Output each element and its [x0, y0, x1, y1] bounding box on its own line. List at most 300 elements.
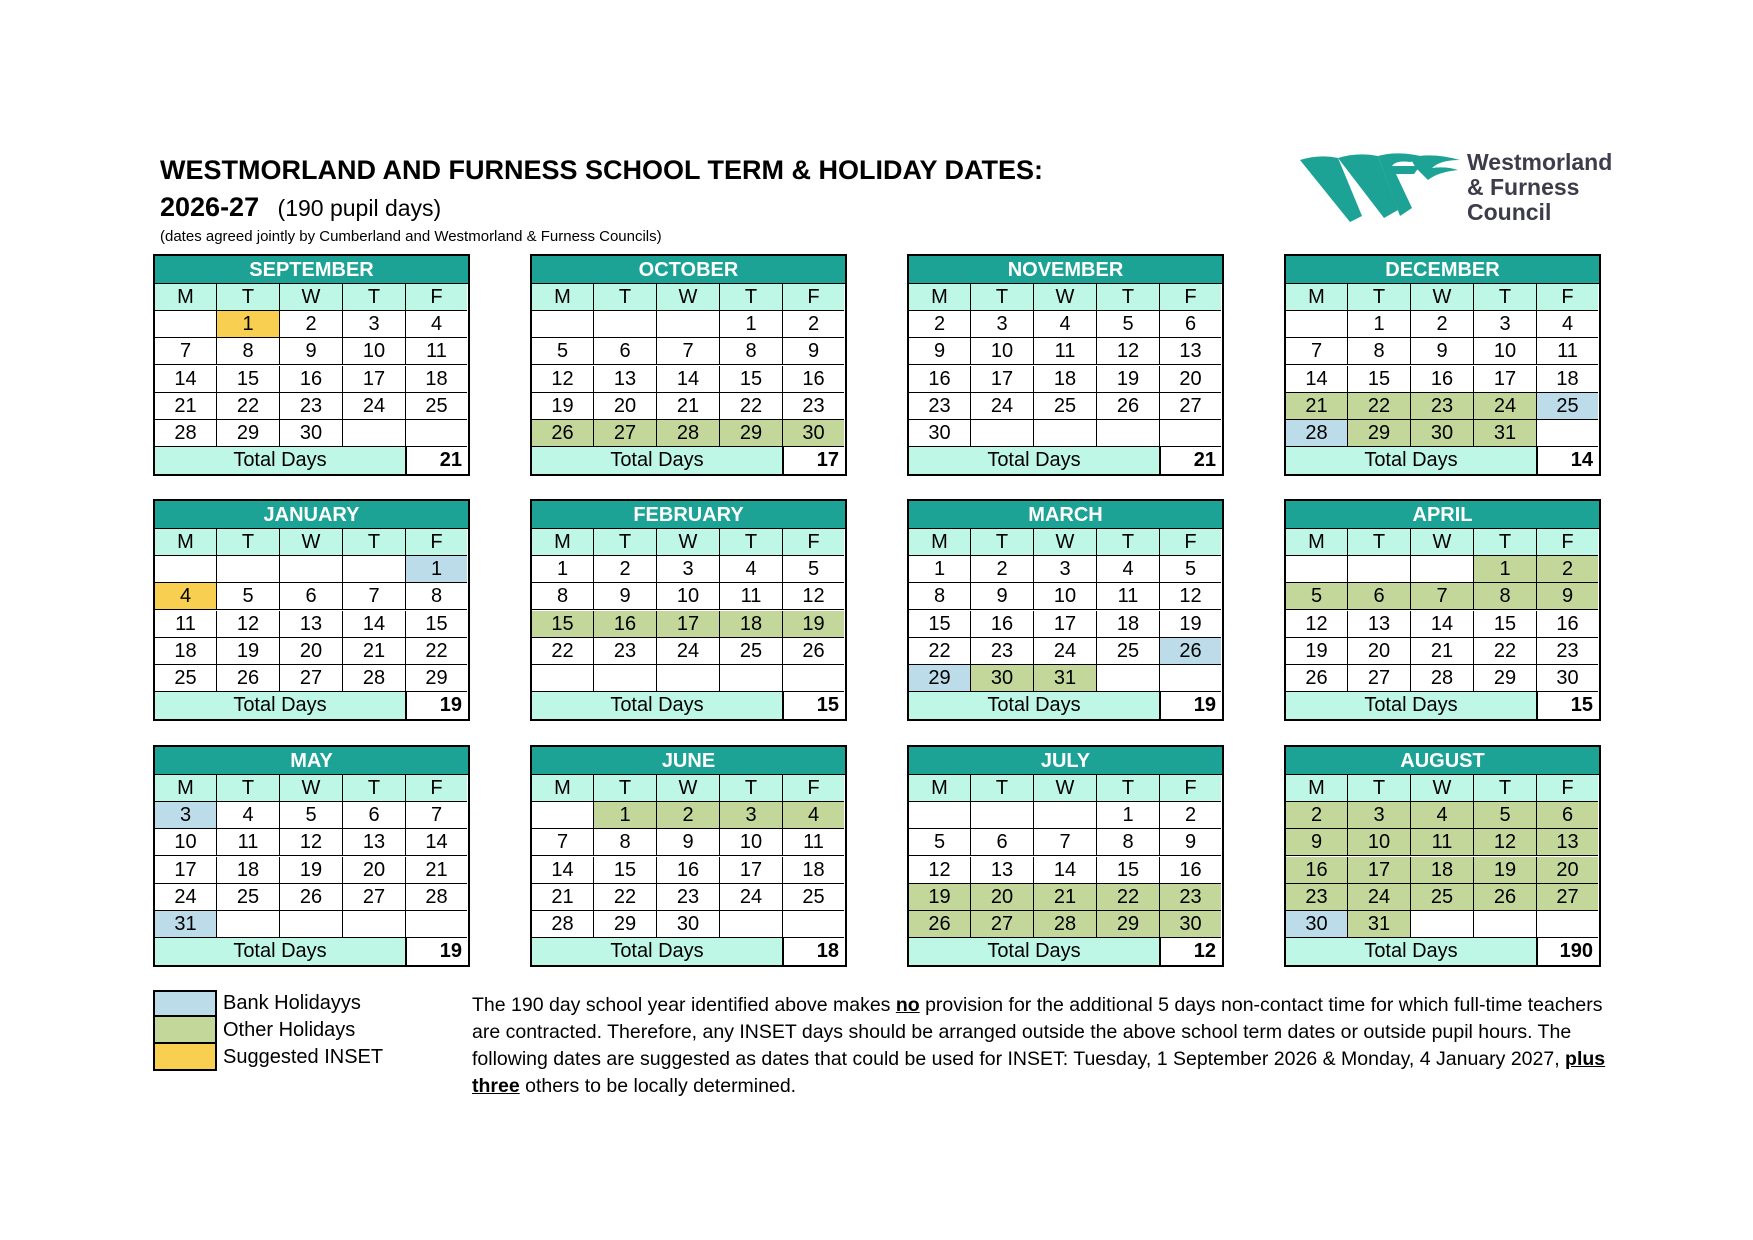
weekday-header: W — [280, 284, 343, 311]
day-cell-bank: 29 — [909, 665, 971, 692]
day-cell: 11 — [1097, 583, 1160, 610]
weekday-header: T — [720, 529, 783, 556]
day-cell: 22 — [217, 393, 280, 420]
day-cell: 15 — [217, 366, 280, 393]
day-cell: 27 — [1348, 665, 1411, 692]
day-cell: 16 — [1537, 611, 1598, 638]
total-days-value: 12 — [1161, 938, 1222, 965]
day-cell: 20 — [343, 857, 406, 884]
day-cell: 27 — [343, 884, 406, 911]
day-cell: 6 — [971, 829, 1034, 856]
day-cell-other: 3 — [720, 802, 783, 829]
day-cell-other: 27 — [971, 911, 1034, 938]
day-cell: 13 — [343, 829, 406, 856]
subtitle-row — [160, 192, 441, 223]
day-cell: 14 — [155, 366, 217, 393]
weekday-header: T — [720, 775, 783, 802]
day-cell: 8 — [1097, 829, 1160, 856]
day-cell-inset: 4 — [155, 583, 217, 610]
empty-day-cell — [532, 802, 594, 829]
day-cell: 24 — [720, 884, 783, 911]
agreement-note: (dates agreed jointly by Cumberland and Westmorland & Furness Councils) — [160, 228, 662, 245]
day-cell-other: 3 — [1348, 802, 1411, 829]
day-cell: 27 — [280, 665, 343, 692]
weekday-header: M — [155, 529, 217, 556]
school-year: 2026-27 — [160, 192, 260, 222]
day-cell-other: 11 — [1411, 829, 1474, 856]
empty-day-cell — [1160, 665, 1221, 692]
total-days-value: 18 — [784, 938, 845, 965]
day-cell: 24 — [1034, 638, 1097, 665]
day-cell: 7 — [532, 829, 594, 856]
day-cell-other: 20 — [1537, 857, 1598, 884]
weekday-header: T — [971, 284, 1034, 311]
page-title: WESTMORLAND AND FURNESS SCHOOL TERM & HOLIDAY DATES: — [160, 155, 1044, 185]
total-days-value: 14 — [1538, 447, 1599, 474]
day-cell-other: 29 — [720, 420, 783, 447]
day-cell: 7 — [657, 338, 720, 365]
day-cell: 7 — [343, 583, 406, 610]
total-days-label: Total Days — [155, 938, 407, 965]
day-cell: 30 — [280, 420, 343, 447]
day-cell: 10 — [1034, 583, 1097, 610]
weekday-header: M — [1286, 775, 1348, 802]
day-cell: 4 — [1034, 311, 1097, 338]
day-cell: 16 — [1411, 366, 1474, 393]
day-cell-other: 28 — [1034, 911, 1097, 938]
day-cell: 26 — [217, 665, 280, 692]
weekday-header: T — [1348, 529, 1411, 556]
empty-day-cell — [971, 420, 1034, 447]
day-cell: 25 — [783, 884, 844, 911]
day-cell: 19 — [217, 638, 280, 665]
day-cell-bank: 28 — [1286, 420, 1348, 447]
total-days-value: 19 — [407, 692, 468, 719]
council-name-line-3: Council — [1467, 199, 1552, 225]
day-cell-inset: 1 — [217, 311, 280, 338]
empty-day-cell — [1097, 665, 1160, 692]
weekday-header: W — [1034, 284, 1097, 311]
day-cell: 22 — [909, 638, 971, 665]
empty-day-cell — [657, 311, 720, 338]
day-cell: 20 — [594, 393, 657, 420]
day-cell-other: 30 — [783, 420, 844, 447]
day-cell-bank: 25 — [1537, 393, 1598, 420]
total-days-label: Total Days — [1286, 447, 1538, 474]
day-cell-other: 31 — [1474, 420, 1537, 447]
day-cell: 14 — [1411, 611, 1474, 638]
day-cell-other: 29 — [1097, 911, 1160, 938]
day-cell-other: 21 — [1034, 884, 1097, 911]
weekday-header: T — [343, 775, 406, 802]
empty-day-cell — [783, 911, 844, 938]
total-days-value: 15 — [784, 692, 845, 719]
day-cell: 28 — [532, 911, 594, 938]
day-cell: 13 — [971, 857, 1034, 884]
weekday-header: F — [1537, 775, 1598, 802]
info-text-3: others to be locally determined. — [519, 1075, 797, 1097]
day-cell: 29 — [594, 911, 657, 938]
weekday-header: T — [1474, 775, 1537, 802]
day-cell: 17 — [971, 366, 1034, 393]
total-days-label: Total Days — [909, 692, 1161, 719]
day-cell: 1 — [532, 556, 594, 583]
legend-label: Bank Holidayys — [223, 992, 361, 1014]
day-cell: 3 — [1474, 311, 1537, 338]
day-cell: 10 — [971, 338, 1034, 365]
total-days-label: Total Days — [909, 447, 1161, 474]
day-cell-other: 23 — [1411, 393, 1474, 420]
day-cell: 16 — [280, 366, 343, 393]
weekday-header: M — [909, 529, 971, 556]
total-days-value: 21 — [1161, 447, 1222, 474]
day-cell: 13 — [1160, 338, 1221, 365]
day-cell: 14 — [1034, 857, 1097, 884]
day-cell: 6 — [1160, 311, 1221, 338]
empty-day-cell — [1034, 420, 1097, 447]
day-cell: 10 — [343, 338, 406, 365]
day-cell-other: 24 — [1474, 393, 1537, 420]
weekday-header: F — [1160, 529, 1221, 556]
weekday-header: T — [971, 529, 1034, 556]
day-cell: 24 — [971, 393, 1034, 420]
day-cell: 13 — [594, 366, 657, 393]
day-cell: 8 — [406, 583, 467, 610]
day-cell-other: 26 — [1474, 884, 1537, 911]
weekday-header: W — [1034, 529, 1097, 556]
day-cell-other: 13 — [1537, 829, 1598, 856]
total-days-label: Total Days — [155, 447, 407, 474]
month-name: JANUARY — [155, 501, 468, 529]
day-cell: 14 — [406, 829, 467, 856]
day-cell: 28 — [406, 884, 467, 911]
day-cell: 12 — [280, 829, 343, 856]
day-cell: 3 — [1034, 556, 1097, 583]
day-cell: 9 — [1411, 338, 1474, 365]
month-may — [153, 745, 470, 967]
day-cell: 14 — [1286, 366, 1348, 393]
day-cell: 4 — [720, 556, 783, 583]
day-cell: 25 — [720, 638, 783, 665]
day-cell: 18 — [155, 638, 217, 665]
weekday-header: W — [657, 284, 720, 311]
day-cell: 15 — [1348, 366, 1411, 393]
weekday-header: F — [406, 529, 467, 556]
weekday-header: T — [1474, 529, 1537, 556]
day-cell-other: 12 — [1474, 829, 1537, 856]
day-cell: 17 — [1474, 366, 1537, 393]
total-days-value: 190 — [1538, 938, 1599, 965]
weekday-header: M — [1286, 529, 1348, 556]
day-cell-other: 30 — [1160, 911, 1221, 938]
day-cell: 22 — [406, 638, 467, 665]
day-cell: 4 — [406, 311, 467, 338]
total-days-label: Total Days — [532, 447, 784, 474]
pupil-days: (190 pupil days) — [277, 195, 442, 221]
day-cell-other: 19 — [1474, 857, 1537, 884]
day-cell: 9 — [657, 829, 720, 856]
day-cell: 19 — [532, 393, 594, 420]
day-cell: 2 — [280, 311, 343, 338]
day-cell: 29 — [406, 665, 467, 692]
day-cell: 25 — [217, 884, 280, 911]
day-cell-other: 18 — [720, 611, 783, 638]
day-cell: 16 — [657, 857, 720, 884]
day-cell: 15 — [594, 857, 657, 884]
day-cell: 28 — [343, 665, 406, 692]
empty-day-cell — [657, 665, 720, 692]
day-cell: 25 — [155, 665, 217, 692]
empty-day-cell — [971, 802, 1034, 829]
day-cell: 17 — [343, 366, 406, 393]
day-cell: 25 — [1097, 638, 1160, 665]
total-days-label: Total Days — [532, 692, 784, 719]
day-cell: 23 — [971, 638, 1034, 665]
total-days-label: Total Days — [532, 938, 784, 965]
total-days-label: Total Days — [155, 692, 407, 719]
day-cell: 26 — [280, 884, 343, 911]
day-cell: 26 — [1286, 665, 1348, 692]
day-cell: 8 — [909, 583, 971, 610]
day-cell: 20 — [1348, 638, 1411, 665]
day-cell: 4 — [1097, 556, 1160, 583]
weekday-header: F — [406, 284, 467, 311]
weekday-header: W — [280, 529, 343, 556]
weekday-header: W — [1411, 284, 1474, 311]
weekday-header: T — [217, 529, 280, 556]
weekday-header: T — [1097, 284, 1160, 311]
weekday-header: W — [657, 775, 720, 802]
day-cell-other: 6 — [1348, 583, 1411, 610]
day-cell-bank: 26 — [1160, 638, 1221, 665]
month-name: SEPTEMBER — [155, 256, 468, 284]
total-days-value: 21 — [407, 447, 468, 474]
day-cell: 6 — [280, 583, 343, 610]
day-cell-bank: 3 — [155, 802, 217, 829]
day-cell: 23 — [594, 638, 657, 665]
empty-day-cell — [1286, 556, 1348, 583]
inset-information — [472, 992, 1622, 1100]
weekday-header: W — [1411, 529, 1474, 556]
day-cell-other: 31 — [1348, 911, 1411, 938]
day-cell-other: 30 — [971, 665, 1034, 692]
total-days-value: 19 — [1161, 692, 1222, 719]
empty-day-cell — [217, 911, 280, 938]
day-cell-other: 7 — [1411, 583, 1474, 610]
day-cell-other: 19 — [909, 884, 971, 911]
legend-swatch-inset — [153, 1044, 217, 1071]
day-cell: 8 — [217, 338, 280, 365]
weekday-header: W — [1411, 775, 1474, 802]
month-december — [1284, 254, 1601, 476]
info-emphasis-no: no — [895, 994, 920, 1016]
weekday-header: F — [1537, 529, 1598, 556]
day-cell: 28 — [1411, 665, 1474, 692]
total-days-value: 17 — [784, 447, 845, 474]
weekday-header: W — [280, 775, 343, 802]
empty-day-cell — [1348, 556, 1411, 583]
day-cell-other: 19 — [783, 611, 844, 638]
day-cell-other: 29 — [1348, 420, 1411, 447]
day-cell-other: 27 — [1537, 884, 1598, 911]
day-cell: 19 — [1286, 638, 1348, 665]
day-cell: 26 — [1097, 393, 1160, 420]
day-cell: 11 — [720, 583, 783, 610]
weekday-header: F — [1160, 775, 1221, 802]
day-cell: 18 — [783, 857, 844, 884]
day-cell: 5 — [217, 583, 280, 610]
day-cell: 16 — [1160, 857, 1221, 884]
weekday-header: W — [1034, 775, 1097, 802]
day-cell: 23 — [280, 393, 343, 420]
day-cell: 12 — [532, 366, 594, 393]
day-cell: 30 — [657, 911, 720, 938]
day-cell-other: 27 — [594, 420, 657, 447]
day-cell: 30 — [1537, 665, 1598, 692]
day-cell: 9 — [1160, 829, 1221, 856]
day-cell: 29 — [1474, 665, 1537, 692]
month-march — [907, 499, 1224, 721]
day-cell: 1 — [909, 556, 971, 583]
day-cell: 19 — [1097, 366, 1160, 393]
day-cell: 11 — [1537, 338, 1598, 365]
day-cell: 11 — [1034, 338, 1097, 365]
weekday-header: T — [1348, 284, 1411, 311]
day-cell: 24 — [657, 638, 720, 665]
day-cell: 1 — [1348, 311, 1411, 338]
day-cell: 11 — [406, 338, 467, 365]
day-cell: 21 — [343, 638, 406, 665]
month-june — [530, 745, 847, 967]
day-cell: 7 — [406, 802, 467, 829]
day-cell: 12 — [1286, 611, 1348, 638]
empty-day-cell — [1286, 311, 1348, 338]
day-cell: 15 — [406, 611, 467, 638]
day-cell-other: 30 — [1411, 420, 1474, 447]
day-cell: 17 — [155, 857, 217, 884]
day-cell: 14 — [532, 857, 594, 884]
weekday-header: T — [343, 529, 406, 556]
weekday-header: T — [343, 284, 406, 311]
empty-day-cell — [783, 665, 844, 692]
day-cell: 5 — [532, 338, 594, 365]
empty-day-cell — [720, 911, 783, 938]
day-cell-other: 22 — [1348, 393, 1411, 420]
month-name: JULY — [909, 747, 1222, 775]
total-days-label: Total Days — [1286, 692, 1538, 719]
day-cell: 7 — [1034, 829, 1097, 856]
month-name: FEBRUARY — [532, 501, 845, 529]
total-days-value: 19 — [407, 938, 468, 965]
empty-day-cell — [1411, 556, 1474, 583]
day-cell-other: 5 — [1286, 583, 1348, 610]
day-cell-other: 8 — [1474, 583, 1537, 610]
day-cell: 12 — [1097, 338, 1160, 365]
day-cell: 4 — [1537, 311, 1598, 338]
weekday-header: T — [1474, 284, 1537, 311]
day-cell-other: 1 — [1474, 556, 1537, 583]
month-september — [153, 254, 470, 476]
month-name: AUGUST — [1286, 747, 1599, 775]
day-cell: 3 — [343, 311, 406, 338]
weekday-header: T — [971, 775, 1034, 802]
empty-day-cell — [1097, 420, 1160, 447]
day-cell-other: 31 — [1034, 665, 1097, 692]
day-cell: 15 — [1474, 611, 1537, 638]
day-cell: 2 — [594, 556, 657, 583]
day-cell-other: 5 — [1474, 802, 1537, 829]
day-cell: 15 — [1097, 857, 1160, 884]
empty-day-cell — [343, 556, 406, 583]
day-cell: 22 — [594, 884, 657, 911]
day-cell-other: 23 — [1160, 884, 1221, 911]
day-cell: 15 — [720, 366, 783, 393]
day-cell: 22 — [720, 393, 783, 420]
day-cell: 8 — [532, 583, 594, 610]
day-cell: 20 — [280, 638, 343, 665]
day-cell-other: 28 — [657, 420, 720, 447]
day-cell-other: 15 — [532, 611, 594, 638]
day-cell-other: 10 — [1348, 829, 1411, 856]
day-cell-other: 16 — [594, 611, 657, 638]
month-name: DECEMBER — [1286, 256, 1599, 284]
day-cell: 23 — [783, 393, 844, 420]
day-cell: 5 — [1160, 556, 1221, 583]
info-text-2: provision for the additional 5 days non-contact time for which full-time teachers are contracted. Therefore, any INSET days should be arranged outside the above school term dates or outside pupil hours. The following dates are suggested as dates that could be used for INSET: Tuesday, 1 September 2026 & Monday, 4 January 2027, — [472, 994, 1603, 1070]
day-cell: 12 — [783, 583, 844, 610]
day-cell: 9 — [971, 583, 1034, 610]
day-cell: 17 — [1034, 611, 1097, 638]
day-cell-other: 1 — [594, 802, 657, 829]
weekday-header: T — [720, 284, 783, 311]
day-cell: 8 — [720, 338, 783, 365]
day-cell: 24 — [155, 884, 217, 911]
council-name-line-2: & Furness — [1467, 174, 1580, 200]
day-cell: 10 — [657, 583, 720, 610]
day-cell: 2 — [1411, 311, 1474, 338]
day-cell-other: 2 — [1537, 556, 1598, 583]
day-cell-bank: 30 — [1286, 911, 1348, 938]
empty-day-cell — [720, 665, 783, 692]
day-cell: 13 — [1348, 611, 1411, 638]
day-cell: 15 — [909, 611, 971, 638]
day-cell: 2 — [909, 311, 971, 338]
empty-day-cell — [532, 311, 594, 338]
day-cell-other: 2 — [1286, 802, 1348, 829]
weekday-header: M — [155, 775, 217, 802]
weekday-header: T — [1348, 775, 1411, 802]
day-cell: 12 — [1160, 583, 1221, 610]
day-cell-other: 6 — [1537, 802, 1598, 829]
month-november — [907, 254, 1224, 476]
legend-swatch-other — [153, 1017, 217, 1044]
day-cell: 16 — [783, 366, 844, 393]
day-cell: 18 — [1097, 611, 1160, 638]
total-days-label: Total Days — [1286, 938, 1538, 965]
month-name: NOVEMBER — [909, 256, 1222, 284]
empty-day-cell — [594, 665, 657, 692]
day-cell: 12 — [217, 611, 280, 638]
day-cell-bank: 1 — [406, 556, 467, 583]
day-cell: 5 — [1097, 311, 1160, 338]
empty-day-cell — [532, 665, 594, 692]
day-cell: 21 — [406, 857, 467, 884]
day-cell: 6 — [343, 802, 406, 829]
day-cell-other: 25 — [1411, 884, 1474, 911]
day-cell: 10 — [155, 829, 217, 856]
day-cell: 1 — [720, 311, 783, 338]
day-cell: 14 — [343, 611, 406, 638]
